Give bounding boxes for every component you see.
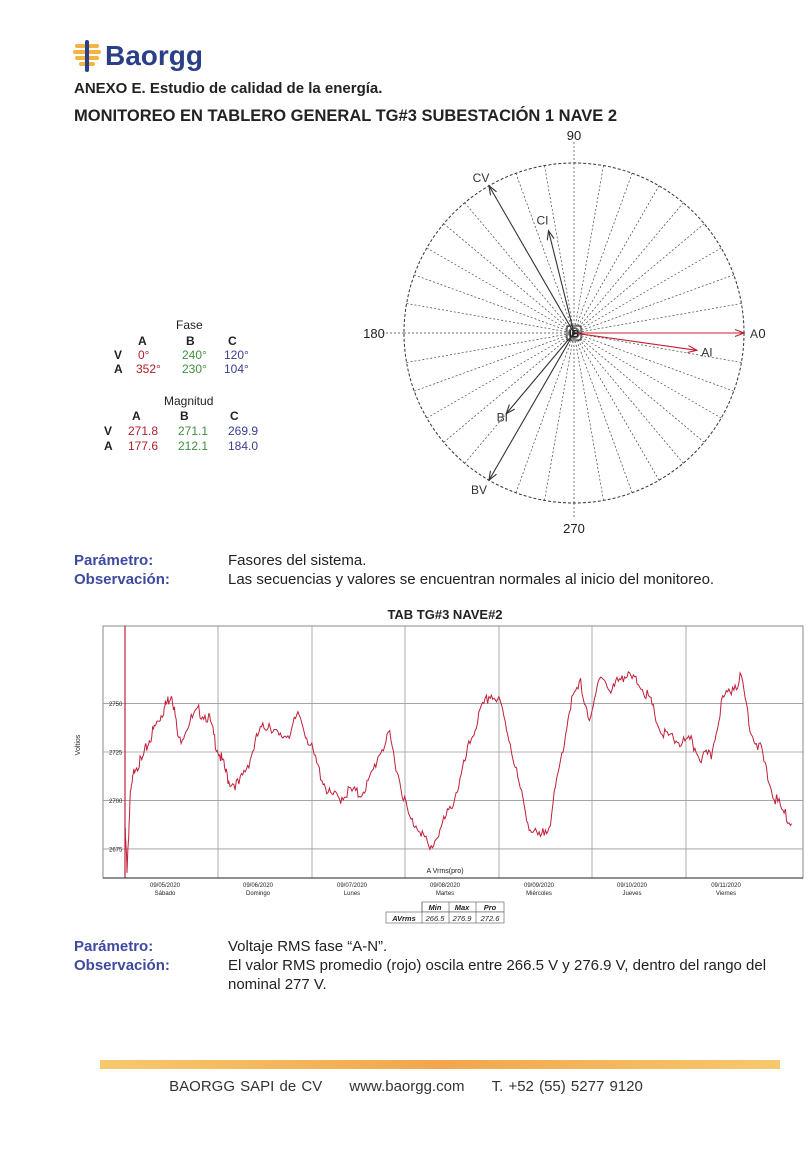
phasor-radial-line <box>574 333 704 442</box>
axis-label-180: 180 <box>363 326 385 341</box>
phasor-vector-bi <box>506 333 574 414</box>
phasor-radial-line <box>574 333 659 480</box>
axis-label-270: 270 <box>563 521 585 536</box>
phasor-radial-line <box>427 248 574 333</box>
mag-v-a: 271.8 <box>128 424 159 438</box>
x-tick-date: 09/10/2020 <box>616 883 648 889</box>
fase-v-b: 240° <box>182 348 207 362</box>
fase-v-a: 0° <box>138 348 150 362</box>
footer-bar <box>100 1060 780 1069</box>
x-tick-date: 09/09/2020 <box>523 883 555 889</box>
phasor-label-bv: BV <box>470 483 488 498</box>
phasor-radial-line <box>444 224 574 333</box>
phasor-arrowhead-cv <box>489 186 497 196</box>
section-title: MONITOREO EN TABLERO GENERAL TG#3 SUBESTACIÓN 1 NAVE 2 <box>74 107 618 125</box>
footer-website[interactable]: www.baorgg.com <box>349 1078 465 1095</box>
phasor-radial-line <box>444 333 574 442</box>
fase-a-b: 230° <box>182 362 207 376</box>
footer-phone: T. +52 (55) 5277 9120 <box>491 1078 643 1095</box>
mag-a-a: 177.6 <box>128 439 159 453</box>
obs2-label: Observación: <box>74 957 170 974</box>
x-tick-day: Jueves <box>622 891 642 897</box>
magnitud-title: Magnitud <box>164 394 214 408</box>
phasor-radial-line <box>574 224 704 333</box>
param2-value: Voltaje RMS fase “A-N”. <box>228 938 388 955</box>
footer-company: BAORGG SAPI de CV <box>169 1078 323 1095</box>
phasor-diagram <box>350 122 790 542</box>
fase-row-a-label: A <box>114 362 123 376</box>
phasor-radial-line <box>574 333 721 418</box>
phasor-radial-line <box>574 333 683 463</box>
x-tick-date: 09/05/2020 <box>149 883 181 889</box>
phasor-center-label: IB <box>569 329 579 340</box>
x-tick-date: 09/07/2020 <box>336 883 368 889</box>
phasor-label-av: A <box>749 327 759 341</box>
summary-pro: 272.6 <box>480 914 500 923</box>
phasor-label-ci: CI <box>536 213 549 228</box>
phasor-label-cv: CV <box>472 170 490 185</box>
phasor-table-svg <box>104 318 304 458</box>
mag-v-c: 269.9 <box>228 424 259 438</box>
mag-v-b: 271.1 <box>178 424 209 438</box>
mag-row-v-label: V <box>104 424 113 438</box>
x-tick-date: 09/06/2020 <box>242 883 274 889</box>
chart-xticks <box>150 883 741 897</box>
logo-icon <box>72 38 102 74</box>
fase-row-v-label: V <box>114 348 123 362</box>
obs2-value-line1: El valor RMS promedio (rojo) oscila entre 266.5 V y 276.9 V, dentro del rango del <box>228 957 767 974</box>
obs1-value: Las secuencias y valores se encuentran normales al inicio del monitoreo. <box>228 571 715 588</box>
mag-a-c: 184.0 <box>228 439 259 453</box>
obs2-value-line2: nominal 277 V. <box>228 976 327 993</box>
summary-max: 276.9 <box>452 914 472 923</box>
axis-label-90: 90 <box>566 128 582 143</box>
y-tick-label: 2675 <box>109 847 123 854</box>
x-tick-day: Sábado <box>154 891 176 897</box>
summary-row-label: AVrms <box>392 914 416 923</box>
phasor-label-ai: AI <box>701 345 713 360</box>
x-tick-day: Lunes <box>343 891 361 897</box>
x-tick-date: 09/11/2020 <box>711 883 741 889</box>
x-tick-day: Miércoles <box>526 891 552 897</box>
phasor-vector-cv <box>489 186 574 333</box>
mag-col-b: B <box>180 409 189 423</box>
y-tick-label: 2725 <box>109 750 123 757</box>
summary-header-min: Min <box>428 903 442 912</box>
y-tick-label: 2700 <box>109 798 123 805</box>
fase-col-a: A <box>138 334 147 348</box>
mag-a-b: 212.1 <box>178 439 209 453</box>
x-tick-day: Domingo <box>245 891 271 897</box>
phasor-vector-ci <box>549 231 574 333</box>
chart-title: TAB TG#3 NAVE#2 <box>387 607 503 622</box>
phasor-label-bi: BI <box>496 410 508 425</box>
phasor-radial-line <box>427 333 574 418</box>
phasor-vectors <box>471 171 758 497</box>
fase-a-a: 352° <box>136 362 161 376</box>
axis-label-0: 0 <box>758 326 766 341</box>
x-tick-day: Viernes <box>715 891 737 897</box>
phasor-table <box>104 318 304 461</box>
y-axis-label: Voltios <box>75 734 82 756</box>
summary-min: 266.5 <box>425 914 445 923</box>
legend-entry: A Vrms(pro) <box>426 868 464 875</box>
voltage-chart <box>70 600 808 930</box>
param1-value: Fasores del sistema. <box>228 552 367 569</box>
param1-label: Parámetro: <box>74 552 154 569</box>
mag-col-a: A <box>132 409 141 423</box>
annex-title: ANEXO E. Estudio de calidad de la energía. <box>74 80 383 97</box>
footer <box>0 1078 812 1095</box>
fase-title: Fase <box>176 318 203 332</box>
mag-col-c: C <box>230 409 239 423</box>
mag-row-a-label: A <box>104 439 113 453</box>
obs1-label: Observación: <box>74 571 170 588</box>
param2-label: Parámetro: <box>74 938 154 955</box>
phasor-radial-line <box>574 203 683 333</box>
summary-table <box>386 902 504 923</box>
logo-text: Baorgg <box>105 40 203 71</box>
fase-col-b: B <box>186 334 195 348</box>
x-tick-date: 09/08/2020 <box>429 883 461 889</box>
fase-v-c: 120° <box>224 348 249 362</box>
phasor-vector-ai <box>574 333 697 350</box>
summary-header-max: Max <box>454 903 470 912</box>
fase-a-c: 104° <box>224 362 249 376</box>
summary-header-pro: Pro <box>483 903 497 912</box>
phasor-radial-line <box>574 186 659 333</box>
phasor-vector-bv <box>489 333 574 480</box>
x-tick-day: Martes <box>435 891 455 897</box>
phasor-arrowhead-bv <box>489 471 497 481</box>
phasor-radial-line <box>574 248 721 333</box>
y-tick-label: 2750 <box>109 702 123 709</box>
phasor-grid <box>382 142 744 518</box>
fase-col-c: C <box>228 334 237 348</box>
